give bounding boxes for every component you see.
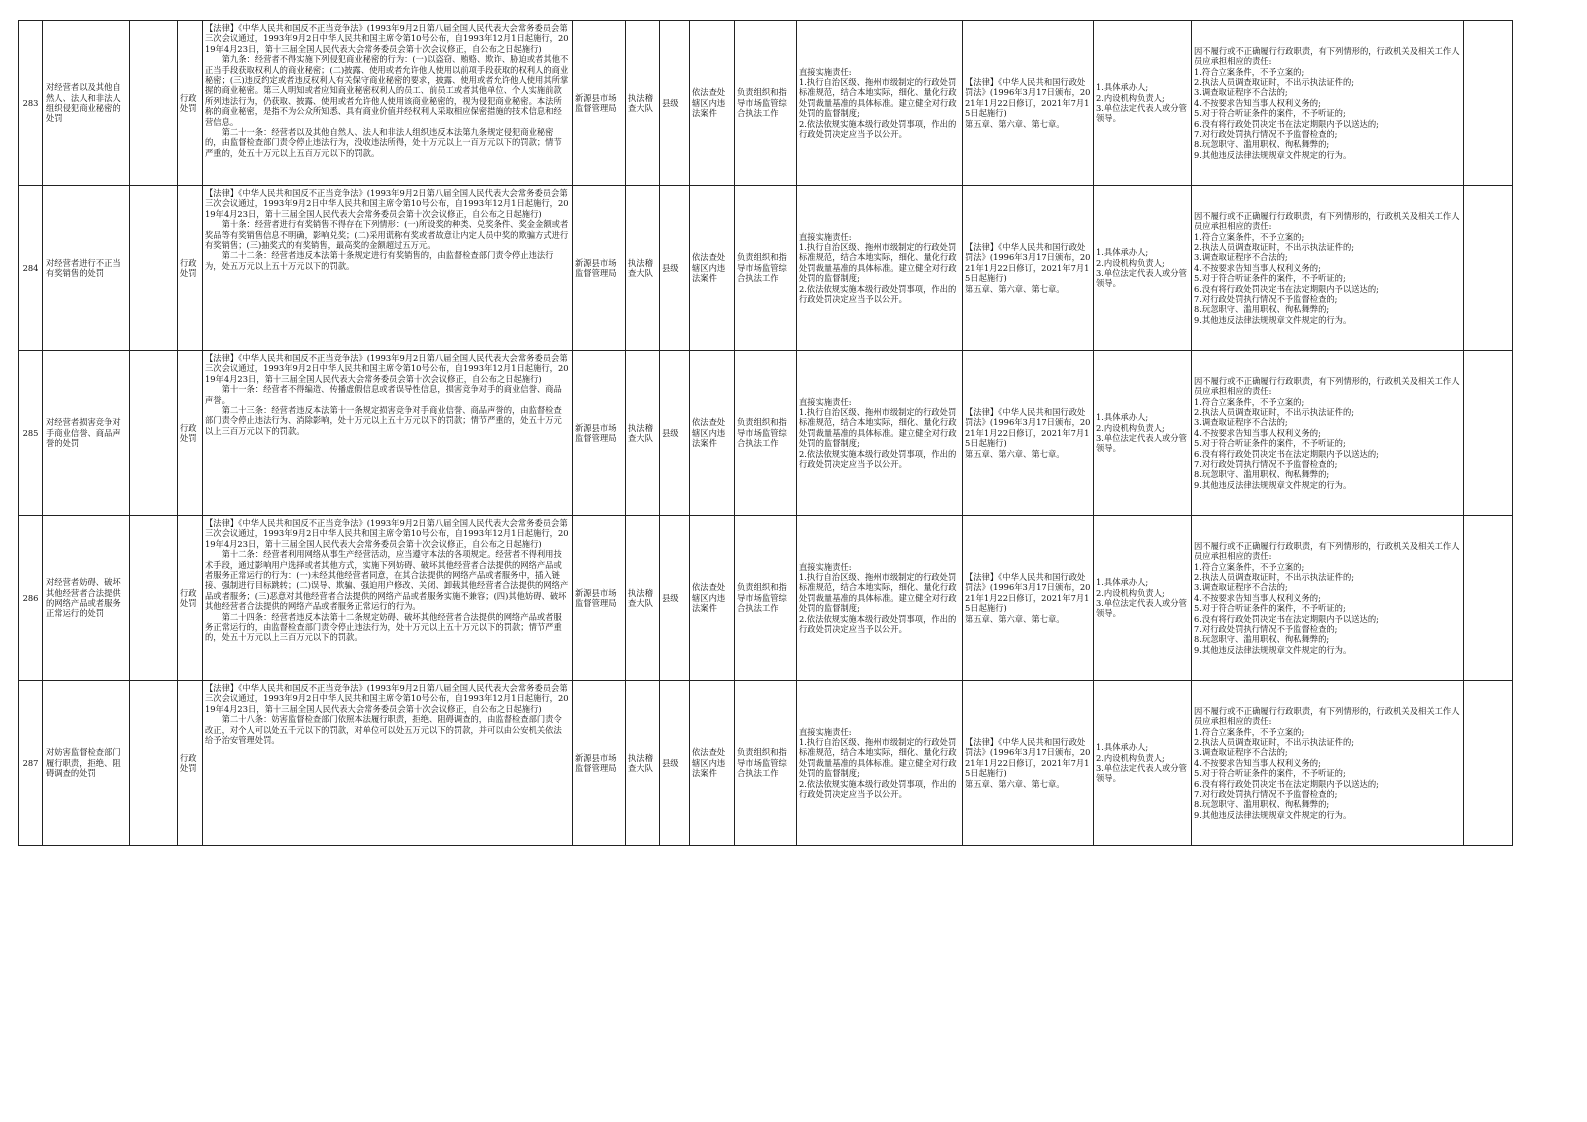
fault-line: 3.调查取证程序不合法的; [1194,747,1288,758]
category-text: 行政处罚 [180,257,197,278]
empty-cell [130,681,178,846]
level-text: 县级 [662,97,679,108]
person-line: 2.内设机构负责人; [1096,257,1165,268]
empty-cell [130,516,178,681]
category-text: 行政处罚 [180,92,197,113]
fault-situations-cell [1192,681,1464,846]
legal-basis-cell [203,681,573,846]
agency-text: 新源县市场监督管理局 [575,752,617,773]
fault-line: 因不履行或不正确履行行政职责，有下列情形的，行政机关及相关工作人员应承担相应的责任: [1194,210,1460,232]
responsibility-line: 1.执行自治区级、拖州市级制定的行政处罚标准规范，结合本地实际，细化、量化行政处罚裁量基准的具体标准。建立健全对行政处罚的监督制度; [799,241,957,284]
fault-line: 8.玩忽职守、滥用职权、徇私舞弊的; [1194,634,1330,645]
department-cell [626,21,660,186]
duty-cell [735,186,797,351]
fault-line: 6.没有将行政处罚决定书在法定期限内予以送达的; [1194,283,1379,294]
category-cell [178,516,203,681]
fault-line: 9.其他违反法律法规规章文件规定的行为。 [1194,644,1352,655]
fault-line: 3.调查取证程序不合法的; [1194,87,1288,98]
basis-line: 第五章、第六章、第七章。 [965,448,1065,459]
responsibility-line: 1.执行自治区级、拖州市级制定的行政处罚标准规范，结合本地实际，细化、量化行政处罚裁量基准的具体标准。建立健全对行政处罚的监督制度; [799,571,957,614]
item-name-cell [43,186,130,351]
fault-line: 9.其他违反法律法规规章文件规定的行为。 [1194,149,1352,160]
category-cell [178,21,203,186]
level-cell [660,351,690,516]
responsibility-line: 2.依法依规实施本级行政处罚事项，作出的行政处罚决定应当予以公开。 [799,448,957,470]
fault-line: 2.执法人员调查取证时，不出示执法证件的; [1194,406,1355,417]
agency-cell [573,681,626,846]
duty-cell [735,681,797,846]
fault-line: 3.调查取证程序不合法的; [1194,582,1288,593]
fault-line: 3.调查取证程序不合法的; [1194,417,1288,428]
level-cell [660,21,690,186]
responsibility-line: 直接实施责任: [799,726,852,737]
person-line: 3.单位法定代表人或分管领导。 [1096,268,1187,289]
level-text: 县级 [662,262,679,273]
basis-line: 第五章、第六章、第七章。 [965,283,1065,294]
responsibility-line: 1.执行自治区级、拖州市级制定的行政处罚标准规范，结合本地实际，细化、量化行政处罚裁量基准的具体标准。建立健全对行政处罚的监督制度; [799,76,957,119]
fault-line: 因不履行或不正确履行行政职责，有下列情形的，行政机关及相关工作人员应承担相应的责任: [1194,375,1460,397]
responsibility-line: 1.执行自治区级、拖州市级制定的行政处罚标准规范，结合本地实际，细化、量化行政处罚裁量基准的具体标准。建立健全对行政处罚的监督制度; [799,406,957,449]
fault-line: 9.其他违反法律法规规章文件规定的行为。 [1194,809,1352,820]
item-name-text: 对经营者以及其他自然人、法人和非法人组织侵犯商业秘密的处罚 [46,82,121,124]
level-cell [660,516,690,681]
fault-line: 6.没有将行政处罚决定书在法定期限内予以送达的; [1194,448,1379,459]
person-line: 3.单位法定代表人或分管领导。 [1096,433,1187,454]
fault-line: 7.对行政处罚执行情况不予监督检查的; [1194,294,1338,305]
fault-line: 1.符合立案条件，不予立案的; [1194,561,1305,572]
responsibility-cell [797,21,963,186]
basis-line: 【法律】《中华人民共和国行政处罚法》(1996年3月17日颁布，2021年1月22日修订，2021年7月15日起施行) [965,736,1091,779]
person-line: 1.具体承办人; [1096,577,1149,588]
dept-text: 执法稽查大队 [628,92,653,113]
responsible-persons-cell [1094,516,1192,681]
department-cell [626,516,660,681]
fault-line: 1.符合立案条件，不予立案的; [1194,66,1305,77]
person-line: 2.内设机构负责人; [1096,422,1165,433]
category-text: 行政处罚 [180,422,197,443]
person-line: 3.单位法定代表人或分管领导。 [1096,103,1187,124]
table-row [19,681,1513,846]
fault-line: 5.对于符合听证条件的案件，不予听证的; [1194,603,1346,614]
fault-line: 5.对于符合听证条件的案件，不予听证的; [1194,108,1346,119]
category-text: 行政处罚 [180,587,197,608]
dept-text: 执法稽查大队 [628,752,653,773]
row-number-text: 285 [22,427,39,438]
duty-text: 负责组织和指导市场监管综合执法工作 [737,252,787,284]
fault-situations-cell [1192,21,1464,186]
fault-line: 7.对行政处罚执行情况不予监督检查的; [1194,789,1338,800]
law-line: 第二十四条：经营者违反本法第十二条规定妨碍、破坏其他经营者合法提供的网络产品或者服务正常运行的，由监督检查部门责令停止违法行为，处十万元以上五十万元以下的罚款；情节严重的，处五十万元以上三百万元以下的罚款。 [205,611,562,643]
person-line: 3.单位法定代表人或分管领导。 [1096,598,1187,619]
agency-text: 新源县市场监督管理局 [575,92,617,113]
dept-text: 执法稽查大队 [628,587,653,608]
law-line: 第十一条：经营者不得编造、传播虚假信息或者误导性信息，损害竞争对手的商业信誉、商品声誉。 [205,384,562,405]
table-row [19,186,1513,351]
accountability-basis-cell [963,21,1094,186]
responsibility-line: 1.执行自治区级、拖州市级制定的行政处罚标准规范，结合本地实际，细化、量化行政处罚裁量基准的具体标准。建立健全对行政处罚的监督制度; [799,736,957,779]
item-name-text: 对经营者损害竞争对手商业信誉、商品声誉的处罚 [46,417,121,449]
dept-text: 执法稽查大队 [628,257,653,278]
responsibility-line: 直接实施责任: [799,396,852,407]
item-name-cell [43,516,130,681]
fault-situations-cell [1192,351,1464,516]
basis-line: 【法律】《中华人民共和国行政处罚法》(1996年3月17日颁布，2021年1月22日修订，2021年7月15日起施行) [965,76,1091,119]
duty-text: 负责组织和指导市场监管综合执法工作 [737,417,787,449]
fault-line: 1.符合立案条件，不予立案的; [1194,396,1305,407]
fault-line: 4.不按要求告知当事人权利义务的; [1194,592,1321,603]
law-line: 【法律】《中华人民共和国反不正当竞争法》(1993年9月2日第八届全国人民代表大会常务委员会第三次会议通过，1993年9月2日中华人民共和国主席令第10号公布，自1993年12月1日起施行，2019年4月23日，第十三届全国人民代表大会常务委员会第十次会议修正，自公布之日起施行) [205,518,569,549]
fault-line: 2.执法人员调查取证时，不出示执法证件的; [1194,571,1355,582]
responsibility-cell [797,186,963,351]
scope-text: 依法查处辖区内违法案件 [692,747,726,779]
legal-basis-cell [203,21,573,186]
fault-line: 1.符合立案条件，不予立案的; [1194,231,1305,242]
fault-line: 4.不按要求告知当事人权利义务的; [1194,757,1321,768]
row-number [19,186,43,351]
responsibility-line: 直接实施责任: [799,231,852,242]
row-number-text: 287 [22,757,39,768]
duty-text: 负责组织和指导市场监管综合执法工作 [737,582,787,614]
level-cell [660,186,690,351]
responsible-persons-cell [1094,681,1192,846]
table-row [19,21,1513,186]
law-line: 【法律】《中华人民共和国反不正当竞争法》(1993年9月2日第八届全国人民代表大会常务委员会第三次会议通过，1993年9月2日中华人民共和国主席令第10号公布，自1993年12月1日起施行，2019年4月23日，第十三届全国人民代表大会常务委员会第十次会议修正，自公布之日起施行) [205,23,569,54]
fault-line: 9.其他违反法律法规规章文件规定的行为。 [1194,314,1352,325]
responsibility-cell [797,516,963,681]
department-cell [626,351,660,516]
agency-cell [573,21,626,186]
fault-situations-cell [1192,186,1464,351]
responsibility-cell [797,351,963,516]
item-name-text: 对经营者进行不正当有奖销售的处罚 [46,257,121,278]
law-line: 第十二条：经营者利用网络从事生产经营活动，应当遵守本法的各项规定。经营者不得利用技术手段，通过影响用户选择或者其他方式，实施下列妨碍、破坏其他经营者合法提供的网络产品或者服务正常运行的行为：(一)未经其他经营者同意，在其合法提供的网络产品或者服务中，插入链接、强制进行目标跳转；(二)误导、欺骗、强迫用户修改、关闭、卸载其他经营者合法提供的网络产品或者服务；(三)恶意对其他经营者合法提供的网络产品或者服务实施不兼容；(四)其他妨碍、破坏其他经营者合法提供的网络产品或者服务正常运行的行为。 [205,549,569,612]
basis-line: 第五章、第六章、第七章。 [965,613,1065,624]
fault-line: 9.其他违反法律法规规章文件规定的行为。 [1194,479,1352,490]
law-line: 【法律】《中华人民共和国反不正当竞争法》(1993年9月2日第八届全国人民代表大会常务委员会第三次会议通过，1993年9月2日中华人民共和国主席令第10号公布，自1993年12月1日起施行，2019年4月23日，第十三届全国人民代表大会常务委员会第十次会议修正，自公布之日起施行) [205,188,569,219]
fault-line: 5.对于符合听证条件的案件，不予听证的; [1194,438,1346,449]
basis-line: 第五章、第六章、第七章。 [965,778,1065,789]
item-name-text: 对妨害监督检查部门履行职责，拒绝、阻碍调查的处罚 [46,747,121,779]
person-line: 2.内设机构负责人; [1096,587,1165,598]
agency-cell [573,351,626,516]
accountability-basis-cell [963,681,1094,846]
person-line: 2.内设机构负责人; [1096,92,1165,103]
person-line: 1.具体承办人; [1096,82,1149,93]
empty-cell [1464,681,1513,846]
scope-text: 依法查处辖区内违法案件 [692,87,726,119]
level-text: 县级 [662,757,679,768]
accountability-basis-cell [963,516,1094,681]
fault-situations-cell [1192,516,1464,681]
responsible-persons-cell [1094,186,1192,351]
responsible-persons-cell [1094,351,1192,516]
row-number-text: 284 [22,262,39,273]
scope-text: 依法查处辖区内违法案件 [692,417,726,449]
law-line: 【法律】《中华人民共和国反不正当竞争法》(1993年9月2日第八届全国人民代表大会常务委员会第三次会议通过，1993年9月2日中华人民共和国主席令第10号公布，自1993年12月1日起施行，2019年4月23日，第十三届全国人民代表大会常务委员会第十次会议修正，自公布之日起施行) [205,683,569,714]
fault-line: 因不履行或不正确履行行政职责，有下列情形的，行政机关及相关工作人员应承担相应的责任: [1194,540,1460,562]
fault-line: 6.没有将行政处罚决定书在法定期限内予以送达的; [1194,778,1379,789]
fault-line: 7.对行政处罚执行情况不予监督检查的; [1194,129,1338,140]
item-name-text: 对经营者妨碍、破坏其他经营者合法提供的网络产品或者服务正常运行的处罚 [46,577,121,619]
agency-cell [573,186,626,351]
fault-line: 4.不按要求告知当事人权利义务的; [1194,97,1321,108]
law-line: 第二十三条：经营者违反本法第十一条规定损害竞争对手商业信誉、商品声誉的，由监督检查部门责令停止违法行为、消除影响，处十万元以上五十万元以下的罚款；情节严重的，处五十万元以上三百万元以下的罚款。 [205,405,562,436]
fault-line: 5.对于符合听证条件的案件，不予听证的; [1194,273,1346,284]
scope-cell [690,21,735,186]
accountability-basis-cell [963,351,1094,516]
responsibility-line: 2.依法依规实施本级行政处罚事项，作出的行政处罚决定应当予以公开。 [799,283,957,305]
basis-line: 第五章、第六章、第七章。 [965,118,1065,129]
agency-text: 新源县市场监督管理局 [575,422,617,443]
table-body [19,21,1513,846]
duty-cell [735,516,797,681]
responsible-persons-cell [1094,21,1192,186]
empty-cell [1464,21,1513,186]
duty-cell [735,351,797,516]
law-line: 第十条：经营者进行有奖销售不得存在下列情形：(一)所设奖的种类、兑奖条件、奖金金额或者奖品等有奖销售信息不明确，影响兑奖；(二)采用谎称有奖或者故意让内定人员中奖的欺骗方式进行有奖销售；(三)抽奖式的有奖销售，最高奖的金额超过五万元。 [205,219,569,251]
empty-cell [1464,186,1513,351]
empty-cell [130,351,178,516]
row-number [19,681,43,846]
agency-text: 新源县市场监督管理局 [575,257,617,278]
fault-line: 2.执法人员调查取证时，不出示执法证件的; [1194,241,1355,252]
legal-basis-cell [203,516,573,681]
duty-text: 负责组织和指导市场监管综合执法工作 [737,747,787,779]
fault-line: 5.对于符合听证条件的案件，不予听证的; [1194,768,1346,779]
fault-line: 因不履行或不正确履行行政职责，有下列情形的，行政机关及相关工作人员应承担相应的责任: [1194,705,1460,727]
basis-line: 【法律】《中华人民共和国行政处罚法》(1996年3月17日颁布，2021年1月22日修订，2021年7月15日起施行) [965,241,1091,284]
row-number [19,351,43,516]
agency-cell [573,516,626,681]
category-cell [178,186,203,351]
fault-line: 7.对行政处罚执行情况不予监督检查的; [1194,459,1338,470]
fault-line: 8.玩忽职守、滥用职权、徇私舞弊的; [1194,799,1330,810]
fault-line: 1.符合立案条件，不予立案的; [1194,726,1305,737]
category-text: 行政处罚 [180,752,197,773]
department-cell [626,681,660,846]
fault-line: 8.玩忽职守、滥用职权、徇私舞弊的; [1194,469,1330,480]
item-name-cell [43,681,130,846]
row-number-text: 286 [22,592,39,603]
fault-line: 2.执法人员调查取证时，不出示执法证件的; [1194,76,1355,87]
responsibility-line: 2.依法依规实施本级行政处罚事项，作出的行政处罚决定应当予以公开。 [799,778,957,800]
fault-line: 4.不按要求告知当事人权利义务的; [1194,427,1321,438]
scope-text: 依法查处辖区内违法案件 [692,582,726,614]
fault-line: 因不履行或不正确履行行政职责，有下列情形的，行政机关及相关工作人员应承担相应的责任: [1194,45,1460,67]
table-row [19,351,1513,516]
level-cell [660,681,690,846]
accountability-basis-cell [963,186,1094,351]
item-name-cell [43,351,130,516]
item-name-cell [43,21,130,186]
empty-cell [1464,351,1513,516]
agency-text: 新源县市场监督管理局 [575,587,617,608]
duty-cell [735,21,797,186]
person-line: 1.具体承办人; [1096,412,1149,423]
responsibility-line: 直接实施责任: [799,561,852,572]
scope-text: 依法查处辖区内违法案件 [692,252,726,284]
duty-text: 负责组织和指导市场监管综合执法工作 [737,87,787,119]
legal-basis-cell [203,351,573,516]
scope-cell [690,351,735,516]
dept-text: 执法稽查大队 [628,422,653,443]
row-number [19,21,43,186]
category-cell [178,351,203,516]
level-text: 县级 [662,427,679,438]
basis-line: 【法律】《中华人民共和国行政处罚法》(1996年3月17日颁布，2021年1月22日修订，2021年7月15日起施行) [965,406,1091,449]
person-line: 2.内设机构负责人; [1096,752,1165,763]
fault-line: 8.玩忽职守、滥用职权、徇私舞弊的; [1194,304,1330,315]
law-line: 第二十一条：经营者以及其他自然人、法人和非法人组织违反本法第九条规定侵犯商业秘密的，由监督检查部门责令停止违法行为，没收违法所得，处十万元以上一百万元以下的罚款；情节严重的，处五十万元以上五百万元以下的罚款。 [205,127,562,158]
fault-line: 7.对行政处罚执行情况不予监督检查的; [1194,624,1338,635]
power-list-table [18,20,1513,846]
row-number-text: 283 [22,97,39,108]
empty-cell [130,186,178,351]
level-text: 县级 [662,592,679,603]
law-line: 第二十八条：妨害监督检查部门依照本法履行职责，拒绝、阻碍调查的，由监督检查部门责令改正，对个人可以处五千元以下的罚款，对单位可以处五万元以下的罚款，并可以由公安机关依法给予治安管理处罚。 [205,714,562,746]
scope-cell [690,516,735,681]
law-line: 【法律】《中华人民共和国反不正当竞争法》(1993年9月2日第八届全国人民代表大会常务委员会第三次会议通过，1993年9月2日中华人民共和国主席令第10号公布，自1993年12月1日起施行，2019年4月23日，第十三届全国人民代表大会常务委员会第十次会议修正，自公布之日起施行) [205,353,569,384]
table-row [19,516,1513,681]
responsibility-cell [797,681,963,846]
fault-line: 4.不按要求告知当事人权利义务的; [1194,262,1321,273]
department-cell [626,186,660,351]
fault-line: 6.没有将行政处罚决定书在法定期限内予以送达的; [1194,613,1379,624]
fault-line: 8.玩忽职守、滥用职权、徇私舞弊的; [1194,139,1330,150]
category-cell [178,681,203,846]
row-number [19,516,43,681]
responsibility-line: 直接实施责任: [799,66,852,77]
fault-line: 3.调查取证程序不合法的; [1194,252,1288,263]
person-line: 1.具体承办人; [1096,742,1149,753]
law-line: 第九条：经营者不得实施下列侵犯商业秘密的行为：(一)以盗窃、贿赂、欺诈、胁迫或者其他不正当手段获取权利人的商业秘密；(二)披露、使用或者允许他人使用以前项手段获取的权利人的商业秘密；(三)违反约定或者违反权利人有关保守商业秘密的要求，披露、使用或者允许他人使用其所掌握的商业秘密。第三人明知或者应知商业秘密权利人的员工、前员工或者其他单位、个人实施前款所列违法行为，仍获取、披露、使用或者允许他人使用该商业秘密的，视为侵犯商业秘密。本法所称的商业秘密，是指不为公众所知悉、具有商业价值并经权利人采取相应保密措施的技术信息和经营信息。 [205,54,569,127]
person-line: 3.单位法定代表人或分管领导。 [1096,763,1187,784]
scope-cell [690,681,735,846]
empty-cell [130,21,178,186]
law-line: 第二十二条：经营者违反本法第十条规定进行有奖销售的，由监督检查部门责令停止违法行为，处五万元以上五十万元以下的罚款。 [205,250,554,271]
fault-line: 2.执法人员调查取证时，不出示执法证件的; [1194,736,1355,747]
basis-line: 【法律】《中华人民共和国行政处罚法》(1996年3月17日颁布，2021年1月22日修订，2021年7月15日起施行) [965,571,1091,614]
scope-cell [690,186,735,351]
fault-line: 6.没有将行政处罚决定书在法定期限内予以送达的; [1194,118,1379,129]
responsibility-line: 2.依法依规实施本级行政处罚事项，作出的行政处罚决定应当予以公开。 [799,613,957,635]
responsibility-line: 2.依法依规实施本级行政处罚事项，作出的行政处罚决定应当予以公开。 [799,118,957,140]
empty-cell [1464,516,1513,681]
legal-basis-cell [203,186,573,351]
person-line: 1.具体承办人; [1096,247,1149,258]
